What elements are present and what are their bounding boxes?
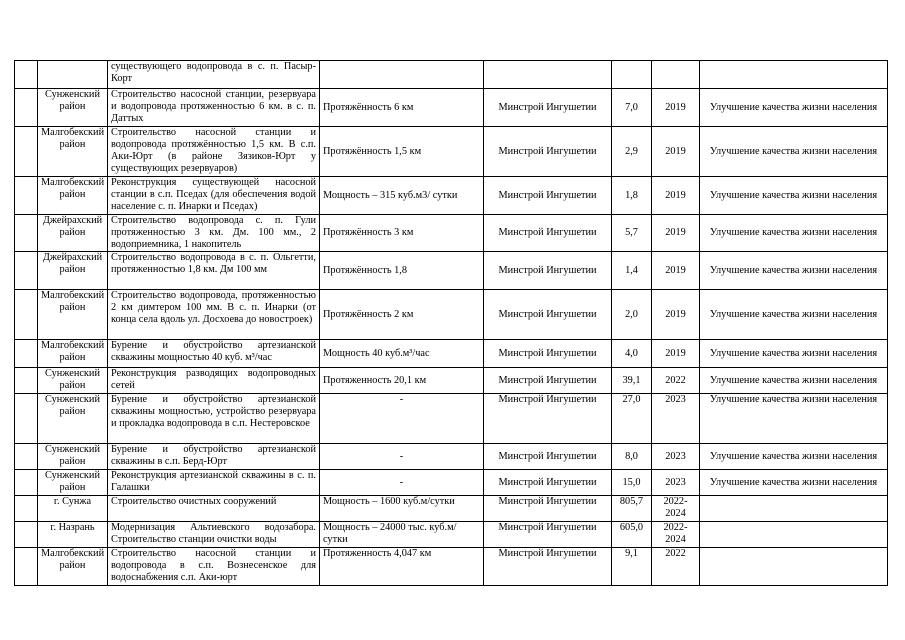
district-cell: Малгобекский район — [38, 290, 108, 340]
description-cell: Строительство очистных сооружений — [108, 496, 320, 522]
row-number — [15, 61, 38, 89]
goal-cell — [700, 548, 888, 586]
table-row — [15, 470, 888, 496]
cost-cell: 9,1 — [612, 548, 652, 586]
year-cell: 2023 — [652, 444, 700, 470]
measure-cell: - — [320, 470, 484, 496]
cost-cell: 4,0 — [612, 340, 652, 368]
row-number — [15, 252, 38, 290]
customer-cell: Минстрой Ингушетии — [484, 368, 612, 394]
customer-cell: Минстрой Ингушетии — [484, 470, 612, 496]
goal-cell: Улучшение качества жизни населения — [700, 252, 888, 290]
description-cell: Бурение и обустройство артезианской скважины мощностью 40 куб. м³/час — [108, 340, 320, 368]
customer-cell: Минстрой Ингушетии — [484, 127, 612, 177]
cost-cell: 15,0 — [612, 470, 652, 496]
customer-cell: Минстрой Ингушетии — [484, 252, 612, 290]
goal-cell: Улучшение качества жизни населения — [700, 215, 888, 252]
year-cell: 2019 — [652, 215, 700, 252]
goal-cell — [700, 61, 888, 89]
goal-cell: Улучшение качества жизни населения — [700, 444, 888, 470]
year-cell — [652, 61, 700, 89]
cost-cell: 1,8 — [612, 177, 652, 215]
description-cell: Строительство насосной станции и водопровода в с.п. Вознесенское для водоснабжения с.п. Аки-юрт — [108, 548, 320, 586]
table-row — [15, 394, 888, 444]
district-cell: Малгобекский район — [38, 340, 108, 368]
description-cell: Строительство насосной станции и водопровода протяжённостью 1,5 км. В с.п. Аки-Юрт (в районе Зязиков-Юрт у существующих резервуаров) — [108, 127, 320, 177]
district-cell: Сунженский район — [38, 470, 108, 496]
goal-cell: Улучшение качества жизни населения — [700, 290, 888, 340]
year-cell: 2022-2024 — [652, 496, 700, 522]
cost-cell: 27,0 — [612, 394, 652, 444]
row-number — [15, 470, 38, 496]
description-cell: Строительство насосной станции, резервуара и водопровода протяженностью 6 км. в с. п. Даттых — [108, 89, 320, 127]
row-number — [15, 394, 38, 444]
table-body — [15, 61, 888, 586]
district-cell: Сунженский район — [38, 444, 108, 470]
cost-cell — [612, 61, 652, 89]
district-cell: г. Назрань — [38, 522, 108, 548]
customer-cell: Минстрой Ингушетии — [484, 215, 612, 252]
district-cell: Джейрахский район — [38, 252, 108, 290]
table-row — [15, 215, 888, 252]
district-cell: Малгобекский район — [38, 548, 108, 586]
row-number — [15, 290, 38, 340]
row-number — [15, 368, 38, 394]
table-row — [15, 444, 888, 470]
table-row — [15, 252, 888, 290]
year-cell: 2022 — [652, 548, 700, 586]
description-cell: Модернизация Альтиевского водозабора. Строительство станции очистки воды — [108, 522, 320, 548]
year-cell: 2019 — [652, 127, 700, 177]
description-cell: Строительство водопровода, протяженностью 2 км димтером 100 мм. В с. п. Инарки (от конца села вдоль ул. Досхоева до новостроек) — [108, 290, 320, 340]
customer-cell: Минстрой Ингушетии — [484, 89, 612, 127]
row-number — [15, 340, 38, 368]
cost-cell: 2,0 — [612, 290, 652, 340]
cost-cell: 5,7 — [612, 215, 652, 252]
cost-cell: 605,0 — [612, 522, 652, 548]
customer-cell: Минстрой Ингушетии — [484, 340, 612, 368]
description-cell: Реконструкция разводящих водопроводных сетей — [108, 368, 320, 394]
year-cell: 2022-2024 — [652, 522, 700, 548]
row-number — [15, 215, 38, 252]
table-row — [15, 522, 888, 548]
table-row — [15, 61, 888, 89]
row-number — [15, 89, 38, 127]
cost-cell: 805,7 — [612, 496, 652, 522]
table-row — [15, 368, 888, 394]
year-cell: 2019 — [652, 340, 700, 368]
goal-cell: Улучшение качества жизни населения — [700, 394, 888, 444]
table-row — [15, 340, 888, 368]
measure-cell: Протяжённость 6 км — [320, 89, 484, 127]
year-cell: 2019 — [652, 89, 700, 127]
cost-cell: 8,0 — [612, 444, 652, 470]
description-cell: Строительство водопровода в с. п. Ольгетти, протяженностью 1,8 км. Дм 100 мм — [108, 252, 320, 290]
goal-cell: Улучшение качества жизни населения — [700, 127, 888, 177]
measure-cell: Протяженность 4,047 км — [320, 548, 484, 586]
district-cell: Малгобекский район — [38, 177, 108, 215]
district-cell: Сунженский район — [38, 89, 108, 127]
measure-cell — [320, 61, 484, 89]
cost-cell: 1,4 — [612, 252, 652, 290]
description-cell: Бурение и обустройство артезианской скважины в с.п. Берд-Юрт — [108, 444, 320, 470]
row-number — [15, 496, 38, 522]
measure-cell: Протяжённость 2 км — [320, 290, 484, 340]
table-row — [15, 548, 888, 586]
goal-cell: Улучшение качества жизни населения — [700, 340, 888, 368]
table-row — [15, 127, 888, 177]
row-number — [15, 177, 38, 215]
row-number — [15, 127, 38, 177]
goal-cell: Улучшение качества жизни населения — [700, 470, 888, 496]
measure-cell: Мощность – 1600 куб.м/сутки — [320, 496, 484, 522]
year-cell: 2022 — [652, 368, 700, 394]
district-cell: Джейрахский район — [38, 215, 108, 252]
measure-cell: Мощность – 315 куб.м3/ сутки — [320, 177, 484, 215]
measure-cell: Протяжённость 1,8 — [320, 252, 484, 290]
goal-cell — [700, 496, 888, 522]
cost-cell: 2,9 — [612, 127, 652, 177]
table-row — [15, 290, 888, 340]
measure-cell: - — [320, 394, 484, 444]
measure-cell: - — [320, 444, 484, 470]
customer-cell: Минстрой Ингушетии — [484, 177, 612, 215]
table-row — [15, 496, 888, 522]
year-cell: 2023 — [652, 394, 700, 444]
goal-cell: Улучшение качества жизни населения — [700, 89, 888, 127]
measure-cell: Протяжённость 3 км — [320, 215, 484, 252]
measure-cell: Протяжённость 1,5 км — [320, 127, 484, 177]
district-cell — [38, 61, 108, 89]
row-number — [15, 548, 38, 586]
measure-cell: Мощность – 24000 тыс. куб.м/сутки — [320, 522, 484, 548]
row-number — [15, 444, 38, 470]
goal-cell: Улучшение качества жизни населения — [700, 368, 888, 394]
table-row — [15, 89, 888, 127]
district-cell: Сунженский район — [38, 368, 108, 394]
measure-cell: Мощность 40 куб.м³/час — [320, 340, 484, 368]
measure-cell: Протяженность 20,1 км — [320, 368, 484, 394]
description-cell: Строительство водопровода с. п. Гули протяженностью 3 км. Дм. 100 мм., 2 водоприемника, 1 накопитель — [108, 215, 320, 252]
district-cell: Малгобекский район — [38, 127, 108, 177]
year-cell: 2019 — [652, 252, 700, 290]
customer-cell: Минстрой Ингушетии — [484, 522, 612, 548]
customer-cell: Минстрой Ингушетии — [484, 496, 612, 522]
customer-cell — [484, 61, 612, 89]
customer-cell: Минстрой Ингушетии — [484, 444, 612, 470]
row-number — [15, 522, 38, 548]
year-cell: 2019 — [652, 177, 700, 215]
description-cell: Реконструкция существующей насосной станции в с.п. Пседах (для обеспечения водой население с. п. Инарки и Пседах) — [108, 177, 320, 215]
year-cell: 2019 — [652, 290, 700, 340]
goal-cell: Улучшение качества жизни населения — [700, 177, 888, 215]
projects-table — [14, 60, 888, 586]
cost-cell: 7,0 — [612, 89, 652, 127]
customer-cell: Минстрой Ингушетии — [484, 548, 612, 586]
customer-cell: Минстрой Ингушетии — [484, 290, 612, 340]
goal-cell — [700, 522, 888, 548]
cost-cell: 39,1 — [612, 368, 652, 394]
description-cell: Реконструкция артезианской скважины в с. п. Галашки — [108, 470, 320, 496]
district-cell: г. Сунжа — [38, 496, 108, 522]
table-row — [15, 177, 888, 215]
description-cell: Бурение и обустройство артезианской скважины мощностью, устройство резервуара и прокладка водопровода в с.п. Нестеровское — [108, 394, 320, 444]
district-cell: Сунженский район — [38, 394, 108, 444]
year-cell: 2023 — [652, 470, 700, 496]
customer-cell: Минстрой Ингушетии — [484, 394, 612, 444]
description-cell: существующего водопровода в с. п. Пасыр-Корт — [108, 61, 320, 89]
